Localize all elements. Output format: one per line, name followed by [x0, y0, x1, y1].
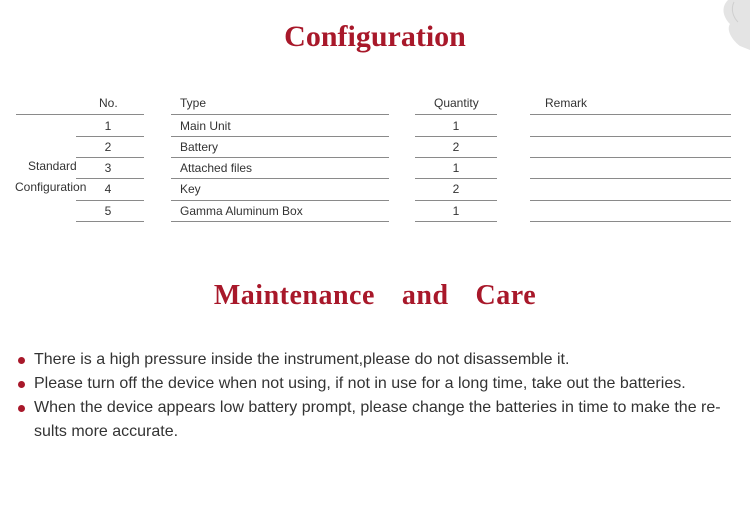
row-no: 3	[104, 161, 112, 175]
header-rule-quantity	[415, 114, 497, 115]
bullet-icon	[18, 381, 25, 388]
row-quantity: 1	[452, 161, 460, 175]
list-item	[18, 396, 738, 444]
header-rule-remark	[530, 114, 731, 115]
maintenance-title: Maintenance and Care	[213, 280, 537, 311]
row-quantity: 1	[452, 119, 460, 133]
row-type: Gamma Aluminum Box	[180, 204, 303, 218]
bullet-icon	[18, 357, 25, 364]
row-type: Key	[180, 182, 201, 196]
row-type: Attached files	[180, 161, 253, 175]
header-rule-no	[16, 114, 144, 115]
configuration-title: Configuration	[284, 20, 466, 53]
list-item	[18, 372, 738, 396]
header-type: Type	[180, 96, 207, 110]
row-quantity: 2	[452, 182, 460, 196]
group-label-standard: Standard	[28, 159, 77, 173]
header-quantity: Quantity	[434, 96, 479, 110]
list-item-text: There is a high pressure inside the instrument,please do not disassemble it.	[34, 351, 570, 368]
header-remark: Remark	[545, 96, 588, 110]
list-item-text: When the device appears low battery prompt, please change the batteries in time to make the re-sults more accurate.	[34, 399, 721, 440]
group-label-configuration: Configuration	[15, 180, 87, 194]
row-quantity: 2	[452, 140, 460, 154]
maintenance-list	[18, 348, 738, 444]
row-type: Battery	[180, 140, 219, 154]
list-item-text: Please turn off the device when not using, if not in use for a long time, take out the batteries.	[34, 375, 686, 392]
header-rule-type	[171, 114, 389, 115]
bullet-icon	[18, 405, 25, 412]
row-no: 5	[104, 204, 112, 218]
header-no: No.	[99, 96, 118, 110]
row-no: 2	[104, 140, 112, 154]
row-no: 1	[104, 119, 112, 133]
list-item	[18, 348, 738, 372]
row-no: 4	[104, 182, 112, 196]
row-type: Main Unit	[180, 119, 231, 133]
row-quantity: 1	[452, 204, 460, 218]
